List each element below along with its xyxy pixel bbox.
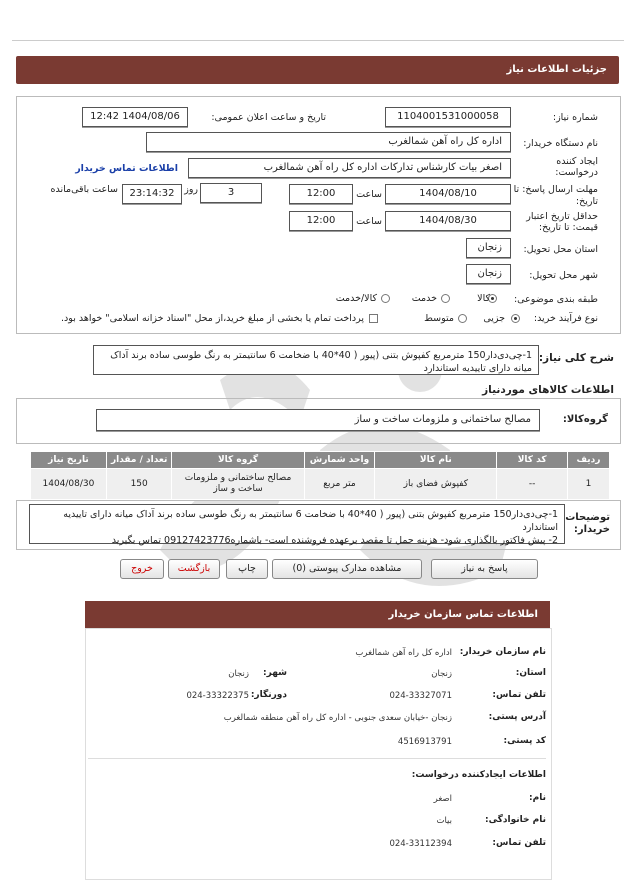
creator-label-2: درخواست: <box>555 167 598 178</box>
buyer-notes-line-1: 1-چی‌دی‌دار150 مترمربع کفپوش بتنی (پیور ( 40*40 با ضخامت 6 سانتیمتر به رنگ طوسی ساده برند آداک میانه دارای تاییدیه استاندارد <box>63 509 558 533</box>
goods-group-label: گروه‌کالا: <box>562 414 608 425</box>
creator-last-name: بیات <box>436 816 452 826</box>
contact-postal: 4516913791 <box>397 737 452 747</box>
contact-title: اطلاعات تماس سازمان خریدار <box>388 609 538 620</box>
days-label: روز <box>184 184 198 195</box>
contact-org: اداره کل راه آهن شمالغرب <box>355 648 452 658</box>
contact-province-label: استان: <box>515 668 546 678</box>
process-label: نوع فرآیند خرید: <box>533 313 598 324</box>
buyer-contact-link[interactable]: اطلاعات تماس خریدار <box>75 163 178 174</box>
city-label: شهر محل تحویل: <box>529 270 598 281</box>
announce-field: 1404/08/06 12:42 <box>82 107 188 127</box>
cell-qty: 150 <box>106 469 172 500</box>
city-field: زنجان <box>466 264 511 284</box>
table-row <box>31 469 610 500</box>
category-goods-label: کالا <box>477 293 490 304</box>
cell-date: 1404/08/30 <box>31 469 107 500</box>
contact-address-label: آدرس پستی: <box>488 712 546 722</box>
creator-first-name-label: نام: <box>529 793 546 803</box>
contact-fax-label: دورنگار: <box>250 690 287 700</box>
col-code: کد کالا <box>497 452 568 469</box>
buyer-org-label: نام دستگاه خریدار: <box>523 138 598 149</box>
validity-time-label: ساعت <box>356 216 382 227</box>
category-goods-service-label: کالا/خدمت <box>335 293 377 304</box>
province-field: زنجان <box>466 238 511 258</box>
creator-label-1: ایجاد کننده <box>556 156 598 167</box>
process-radio-medium[interactable] <box>458 314 467 323</box>
reply-button[interactable]: پاسخ به نیاز <box>431 559 538 579</box>
buyer-org-field: اداره کل راه آهن شمالغرب <box>146 132 511 152</box>
need-number-field: 1104001531000058 <box>385 107 511 127</box>
col-group: گروه کالا <box>172 452 304 469</box>
category-service-label: خدمت <box>411 293 437 304</box>
cell-row: 1 <box>567 469 609 500</box>
goods-table <box>30 451 610 500</box>
goods-group-field: مصالح ساختمانی و ملزومات ساخت و ساز <box>96 409 540 431</box>
deadline-date-field: 1404/08/10 <box>385 184 511 204</box>
creator-phone-label: تلفن تماس: <box>492 838 546 848</box>
contact-phone: 024-33327071 <box>389 691 452 701</box>
remaining-time-field: 23:14:32 <box>122 184 182 204</box>
announce-label: تاریخ و ساعت اعلان عمومی: <box>211 112 326 123</box>
contact-postal-label: کد پستی: <box>503 736 546 746</box>
process-medium-label: متوسط <box>424 313 454 324</box>
category-radio-goods-service[interactable] <box>381 294 390 303</box>
goods-section-title: اطلاعات کالاهای موردنیاز <box>482 384 614 396</box>
top-divider <box>12 40 624 41</box>
cell-unit: متر مربع <box>304 469 375 500</box>
col-qty: تعداد / مقدار <box>106 452 172 469</box>
treasury-note: پرداخت تمام یا بخشی از مبلغ خرید،از محل "اسناد خزانه اسلامی" خواهد بود. <box>61 313 364 324</box>
attachments-button[interactable]: مشاهده مدارک پیوستی (0) <box>272 559 422 579</box>
validity-time-field: 12:00 <box>289 211 353 231</box>
contact-city: زنجان <box>228 669 249 679</box>
cell-name: کفپوش فضای باز <box>375 469 497 500</box>
contact-header <box>85 601 550 628</box>
contact-panel <box>85 628 552 880</box>
province-label: استان محل تحویل: <box>523 244 598 255</box>
need-number-label: شماره نیاز: <box>552 112 598 123</box>
creator-field: اصغر بیات کارشناس تدارکات اداره کل راه آهن شمالغرب <box>188 158 511 178</box>
contact-fax: 024-33322375 <box>186 691 249 701</box>
treasury-checkbox[interactable] <box>369 314 378 323</box>
contact-org-label: نام سازمان خریدار: <box>459 647 546 657</box>
cell-code: -- <box>497 469 568 500</box>
deadline-label-2: تاریخ: <box>575 196 598 207</box>
contact-address: زنجان -خیابان سعدی جنوبی - اداره کل راه آهن منطقه شمالغرب <box>223 713 452 723</box>
process-radio-minor[interactable] <box>511 314 520 323</box>
remaining-label: ساعت باقی‌مانده <box>50 184 118 195</box>
contact-phone-label: تلفن تماس: <box>492 690 546 700</box>
summary-label: شرح کلی نیاز: <box>538 352 614 364</box>
creator-phone: 024-33112394 <box>389 839 452 849</box>
print-button[interactable]: چاپ <box>226 559 268 579</box>
cell-group: مصالح ساختمانی و ملزومات ساخت و ساز <box>172 469 304 500</box>
col-unit: واحد شمارش <box>304 452 375 469</box>
deadline-time-field: 12:00 <box>289 184 353 204</box>
category-label: طبقه بندی موضوعی: <box>513 294 598 305</box>
validity-label-2: قیمت: تا تاریخ: <box>538 222 598 233</box>
col-name: نام کالا <box>375 452 497 469</box>
page-header <box>16 56 619 84</box>
buyer-notes-line-2: 2- پیش فاکتور بالگذاری شود- هزینه حمل تا مقصد برعهده فروشنده است- باشماره09127423776 تماس بگیرید <box>111 535 558 546</box>
col-row: ردیف <box>567 452 609 469</box>
creator-info-label: اطلاعات ایجادکننده درخواست: <box>411 770 546 780</box>
contact-city-label: شهر: <box>263 668 287 678</box>
deadline-label-1: مهلت ارسال پاسخ: تا <box>513 184 598 195</box>
category-radio-service[interactable] <box>441 294 450 303</box>
deadline-time-label: ساعت <box>356 189 382 200</box>
creator-first-name: اصغر <box>433 794 452 804</box>
process-minor-label: جزیی <box>483 313 505 324</box>
page-title: جزئیات اطلاعات نیاز <box>506 64 607 75</box>
contact-divider <box>88 758 546 759</box>
buyer-notes-label-2: خریدار: <box>573 524 610 535</box>
col-date: تاریخ نیاز <box>31 452 107 469</box>
buyer-notes-label-1: توضیحات <box>565 512 610 523</box>
summary-text: 1-چی‌دی‌دار150 مترمربع کفپوش بتنی (پیور ( 40*40 با ضخامت 6 سانتیمتر به رنگ طوسی ساده برند آداک میانه دارای تاییدیه استاندارد <box>93 345 539 375</box>
contact-province: زنجان <box>431 669 452 679</box>
buyer-notes-text <box>29 504 565 544</box>
validity-label-1: حداقل تاریخ اعتبار <box>526 211 598 222</box>
exit-button[interactable]: خروج <box>120 559 164 579</box>
back-button[interactable]: بازگشت <box>168 559 220 579</box>
creator-last-name-label: نام خانوادگی: <box>484 815 546 825</box>
validity-date-field: 1404/08/30 <box>385 211 511 231</box>
days-count-field: 3 <box>200 183 262 203</box>
